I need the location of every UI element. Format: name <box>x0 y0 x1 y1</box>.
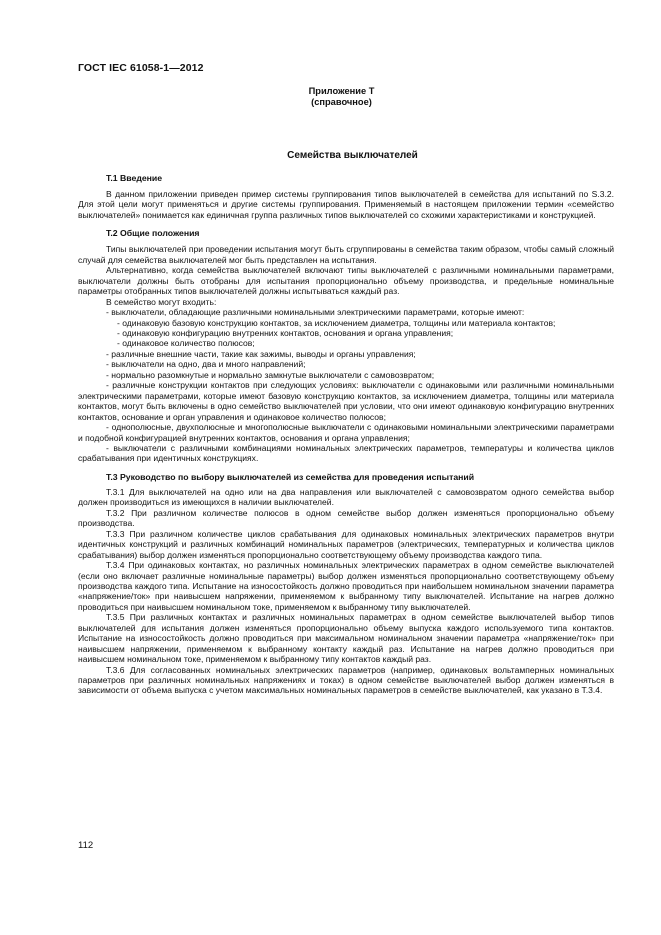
list-item: - различные внешние части, такие как зажимы, выводы и органы управления; <box>106 348 416 359</box>
standard-code: ГОСТ IEC 61058-1—2012 <box>78 62 204 74</box>
paragraph: В семейство могут входить: <box>106 296 217 307</box>
list-item: - однополюсные, двухполюсные и многополюсные выключатели с одинаковыми номинальными электрическими параметрами и подобной конфигурацией внутренних контактов, основания и органа управления; <box>78 422 614 443</box>
paragraph: Типы выключателей при проведении испытания могут быть сгруппированы в семейства таким образом, чтобы самый сложный случай для семейства выключателей мог быть представлен на испытания. <box>78 244 614 265</box>
annex-type: (справочное) <box>311 97 372 107</box>
clause-t-3-2: Т.3.2 При различном количестве полюсов в одном семействе выбор должен изменяться пропорционально объему производства. <box>78 507 614 529</box>
clause-t-3-4: Т.3.4 При одинаковых контактах, но различных номинальных электрических параметрах в одном семействе выключателей (если оно включает различные номинальные параметры) выбор должен изменяться пропорционально соответствующему объему производства каждого типа. Испытание на износостойкость должно проводиться при наибольшем номинальном значении параметра «напряжение/ток» при наивысшем напряжении, применяемом к выбранному типу выключателей. Испытание на нагрев должно проводиться при наивысшем номинальном токе, применяемом к выбранному типу выключателей. <box>78 560 614 612</box>
document-body <box>78 173 614 696</box>
list-item: - нормально разомкнутые и нормально замкнутые выключатели с самовозвратом; <box>106 369 435 380</box>
list-item: - выключатели на одно, два и много направлений; <box>106 359 306 370</box>
sub-list-item: - одинаковое количество полюсов; <box>117 338 255 349</box>
clause-t-3-1: Т.3.1 Для выключателей на одно или на два направления или выключателей с самовозвратом одного семейства выбор должен производиться из имеющихся в наличии выключателей. <box>78 486 614 508</box>
sub-list-item: - одинаковую базовую конструкцию контактов, за исключением диаметра, толщины или материала контактов; <box>117 317 556 328</box>
document-title: Семейства выключателей <box>287 150 418 161</box>
section-heading-selection-guide: Т.3 Руководство по выбору выключателей из семейства для проведения испытаний <box>106 471 475 482</box>
section-heading-general: Т.2 Общие положения <box>106 228 200 239</box>
clause-t-3-5: Т.3.5 При различных контактах и различных номинальных параметрах в одном семействе выключателей выбор типов выключателей для испытания должен изменяться пропорционально объему выпуска каждого используемого типа контактов. Испытание на износостойкость должно проводиться при максимальном номинальном значении параметра «напряжение/ток» при наивысшем напряжении, применяемом к выбранному контакту каждый раз. Испытание на нагрев должно проводиться при наивысшем номинальном токе, применяемом к выбранному типу контактов каждый раз. <box>78 612 614 665</box>
annex-header <box>0 86 661 108</box>
sub-list-item: - одинаковую конфигурацию внутренних контактов, основания и органа управления; <box>117 327 454 338</box>
paragraph: В данном приложении приведен пример системы группирования типов выключателей в семейства для испытаний по S.3.2. Для этой цели могут применяться и другие системы группирования. Применяемый в настоящем приложении термин «семейство выключателей» понимается как единичная группа различных типов выключателей со схожими характеристиками и конструкцией. <box>78 189 614 220</box>
clause-t-3-3: Т.3.3 При различном количестве циклов срабатывания для одинаковых номинальных электрических параметров внутри идентичных конструкций и различных комбинаций номинальных параметров (электрических, температурных и количества циклов срабатывания) выбор должен изменяться пропорционально соответствующему объему производства каждого типа. <box>78 528 614 560</box>
annex-title: Приложение Т <box>308 86 375 96</box>
list-item: - выключатели, обладающие различными номинальными электрическими параметрами, которые имеют: <box>106 307 525 318</box>
section-heading-introduction: Т.1 Введение <box>106 173 163 183</box>
paragraph: Альтернативно, когда семейства выключателей включают типы выключателей с различными номинальными параметрами, выключатели должны быть отобраны для испытания пропорционально объему производства, и предельные номинальные параметры отобранных типов выключателей должны испытываться каждый раз. <box>78 265 614 297</box>
clause-t-3-6: Т.3.6 Для согласованных номинальных электрических параметров (например, одинаковых вольтамперных номинальных параметров при различных номинальных напряжениях и токах) в одном семействе выключателей выбор должен изменяться в зависимости от объема выпуска с учетом максимальных номинальных параметров в семействе выключателей, как указано в Т.3.4. <box>78 664 614 696</box>
list-item: - выключатели с различными комбинациями номинальных электрических параметров, температуры и количества циклов срабатывания при идентичных конструкциях. <box>78 442 614 464</box>
list-item: - различные конструкции контактов при следующих условиях: выключатели с одинаковыми или различными номинальными электрическими параметрами, которые имеют базовую конструкцию контактов, за исключением диаметра, толщины или материала контактов, могут быть включены в одно семейство выключателей при условии, что они имеют одинаковую конфигурацию внутренних контактов, основание и орган управления и одинаковое количество полюсов; <box>78 380 614 422</box>
page-number: 112 <box>78 840 94 851</box>
